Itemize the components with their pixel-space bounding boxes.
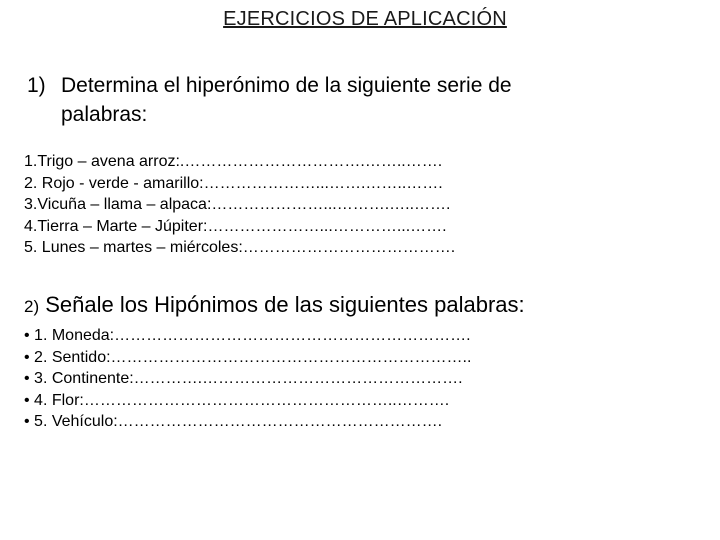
list-item: • 2. Sentido:………………………………………………………….. xyxy=(24,348,472,366)
list-item: 3.Vicuña – llama – alpaca:…………………...……….…..……. xyxy=(24,196,451,213)
section-1-heading xyxy=(27,71,512,129)
section-1-number: 1) xyxy=(27,74,46,97)
section-2-number: 2) xyxy=(24,297,40,316)
list-item: 1.Trigo – avena arroz:.…………………………….……..……. xyxy=(24,153,443,170)
page-title: EJERCICIOS DE APLICACIÓN xyxy=(223,8,507,30)
list-item: 2. Rojo - verde - amarillo:…………………...…….……..……. xyxy=(24,174,443,192)
list-item: • 4. Flor:…………………………………………………..………. xyxy=(24,391,450,409)
section-2-heading xyxy=(24,292,525,318)
section-2-heading-text: Señale los Hipónimos de las siguientes palabras: xyxy=(39,292,525,317)
section-2-list xyxy=(24,325,471,433)
section-1-heading-line1: Determina el hiperónimo de la siguiente serie de xyxy=(61,74,512,97)
list-item: • 1. Moneda:…………………………………………………………. xyxy=(24,327,471,344)
list-item: 5. Lunes – martes – miércoles:…………………………………. xyxy=(24,239,456,256)
list-item: • 3. Continente:………….…………………………………………. xyxy=(24,370,463,387)
list-item: • 5. Vehículo:……………………………………………………. xyxy=(24,413,443,430)
section-1-heading-line2: palabras: xyxy=(61,103,148,126)
section-1-list xyxy=(24,151,455,259)
list-item: 4.Tierra – Marte – Júpiter:…………………...…………...……. xyxy=(24,217,447,235)
